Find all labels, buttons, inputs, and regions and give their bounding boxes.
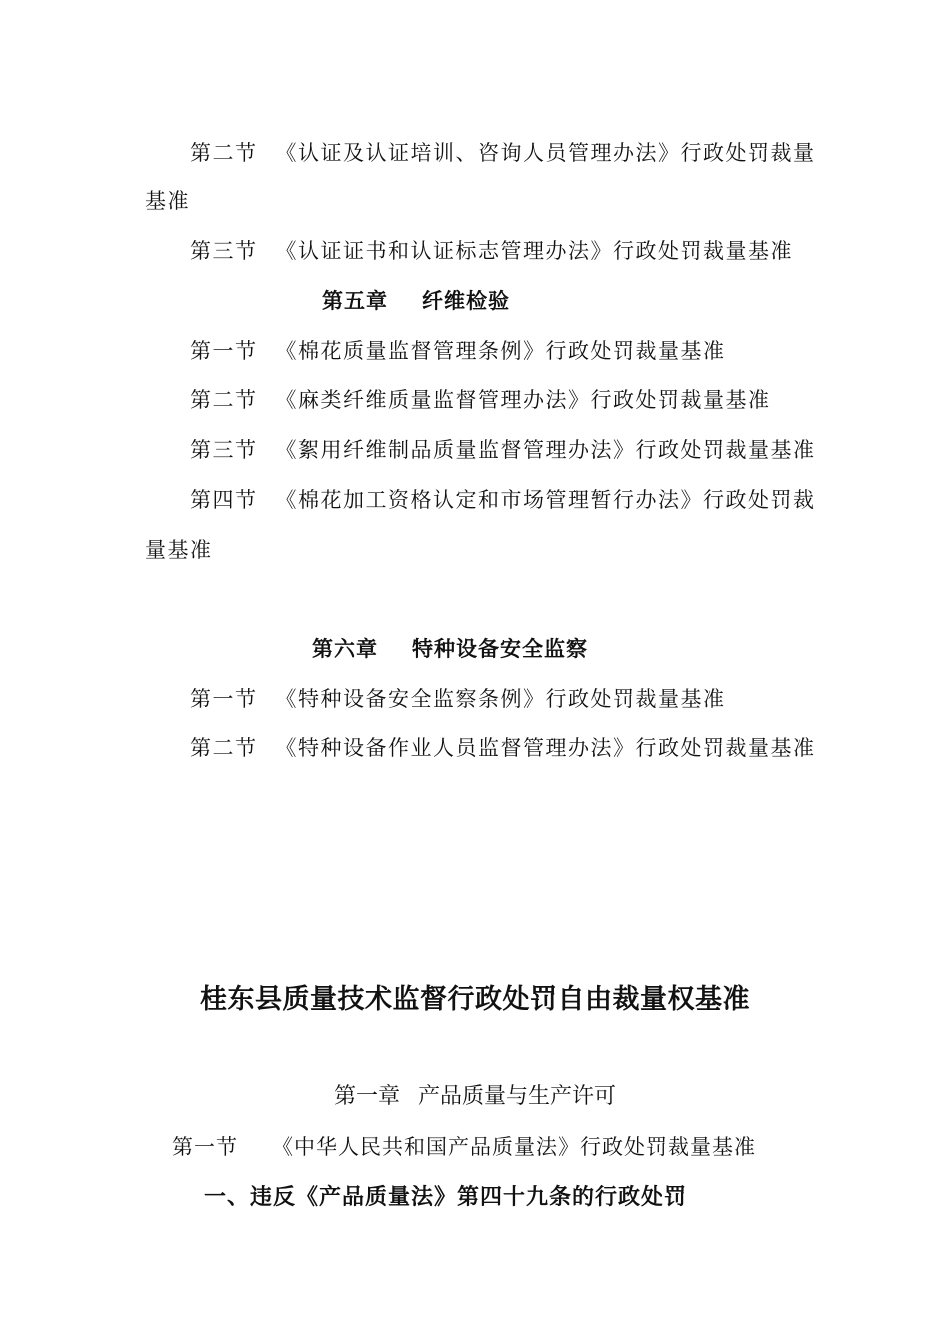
toc-entry-ch5-sec3 — [190, 435, 816, 465]
section-number: 第二节 — [190, 388, 258, 412]
chapter-name: 产品质量与生产许可 — [418, 1084, 617, 1109]
section-title: 《特种设备作业人员监督管理办法》行政处罚裁量基准 — [275, 736, 816, 760]
toc-entry-ch4-sec3 — [190, 236, 793, 266]
section-number: 第二节 — [190, 736, 258, 760]
section-title: 《认证及认证培训、咨询人员管理办法》行政处罚裁量 — [275, 141, 816, 165]
section-title: 《中华人民共和国产品质量法》行政处罚裁量基准 — [272, 1135, 756, 1159]
section-number: 第四节 — [190, 488, 258, 512]
document-title: 桂东县质量技术监督行政处罚自由裁量权基准 — [200, 984, 750, 1015]
chapter-number: 第六章 — [312, 636, 378, 661]
chapter-5-heading — [322, 286, 510, 316]
chapter-number: 第一章 — [333, 1084, 400, 1109]
section-number: 第三节 — [190, 239, 258, 263]
section-1-heading — [172, 1132, 756, 1162]
chapter-number: 第五章 — [322, 288, 388, 313]
section-title: 《认证证书和认证标志管理办法》行政处罚裁量基准 — [275, 239, 793, 263]
toc-entry-ch4-sec2 — [190, 138, 816, 168]
section-title: 《絮用纤维制品质量监督管理办法》行政处罚裁量基准 — [275, 438, 816, 462]
toc-entry-ch5-sec4-continuation: 量基准 — [145, 538, 213, 562]
section-number: 第一节 — [190, 339, 258, 363]
chapter-name: 纤维检验 — [422, 288, 510, 313]
toc-entry-ch5-sec2 — [190, 385, 771, 415]
chapter-name: 特种设备安全监察 — [412, 636, 588, 661]
chapter-1-heading — [0, 1081, 950, 1113]
section-number: 第二节 — [190, 141, 258, 165]
toc-entry-ch6-sec2 — [190, 733, 816, 763]
toc-entry-ch5-sec1 — [190, 336, 726, 366]
section-title: 《特种设备安全监察条例》行政处罚裁量基准 — [275, 687, 726, 711]
section-number: 第三节 — [190, 438, 258, 462]
article-heading: 一、违反《产品质量法》第四十九条的行政处罚 — [204, 1184, 688, 1210]
section-number: 第一节 — [190, 687, 258, 711]
section-title: 《棉花加工资格认定和市场管理暂行办法》行政处罚裁 — [275, 488, 816, 512]
section-title: 《麻类纤维质量监督管理办法》行政处罚裁量基准 — [275, 388, 771, 412]
toc-entry-ch6-sec1 — [190, 684, 726, 714]
section-number: 第一节 — [172, 1135, 238, 1159]
toc-entry-ch4-sec2-continuation: 基准 — [145, 189, 190, 213]
section-title: 《棉花质量监督管理条例》行政处罚裁量基准 — [275, 339, 726, 363]
chapter-6-heading — [312, 634, 588, 664]
toc-entry-ch5-sec4 — [190, 485, 816, 515]
